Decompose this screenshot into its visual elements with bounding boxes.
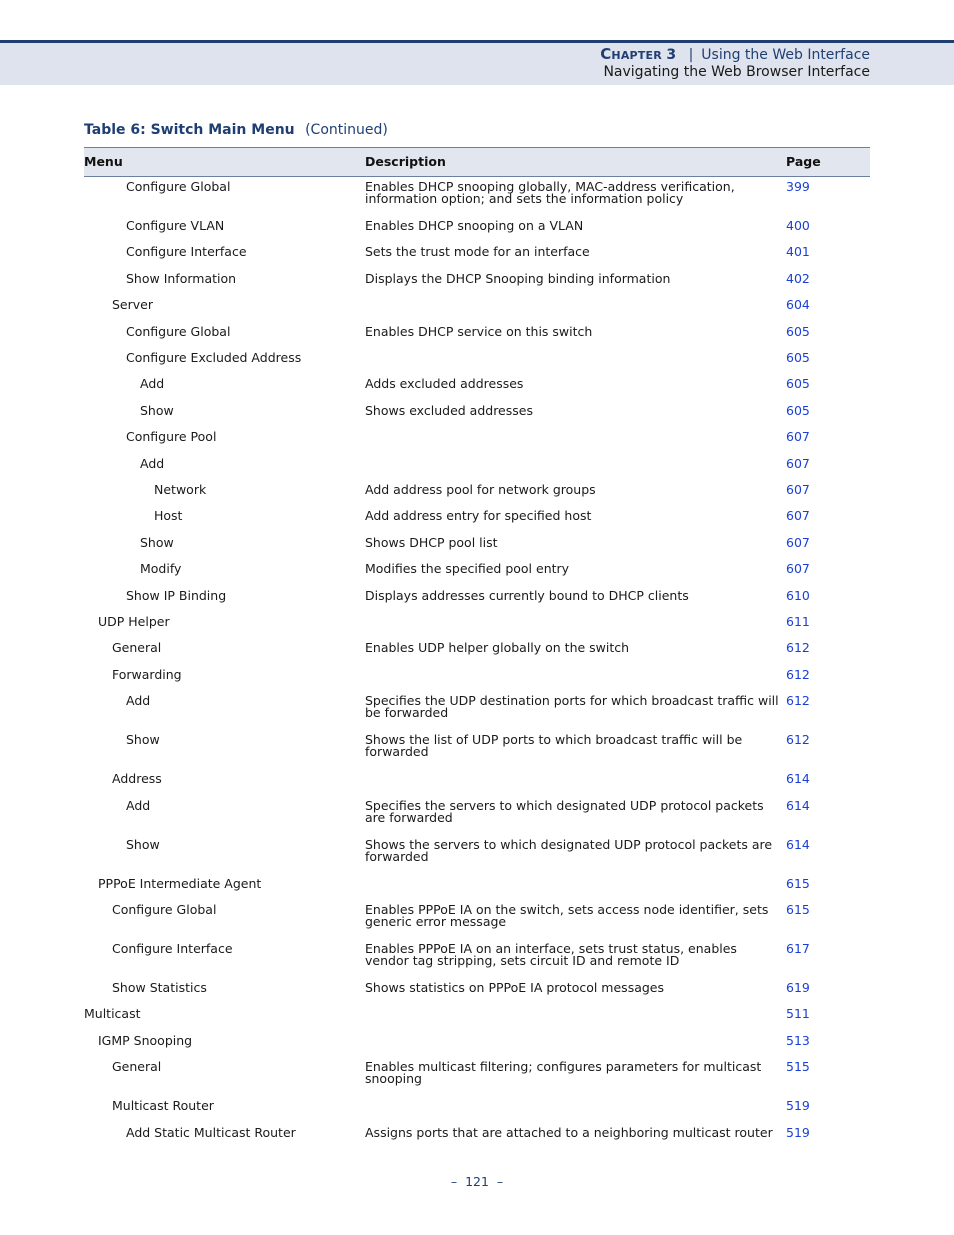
page-reference-link[interactable]: 399 xyxy=(786,179,810,194)
menu-item-description: Shows statistics on PPPoE IA protocol messages xyxy=(365,980,664,995)
menu-item-label: Network xyxy=(154,482,207,497)
menu-item-description: Specifies the UDP destination ports for which broadcast traffic will be forwarded xyxy=(365,693,779,721)
page-reference-link[interactable]: 515 xyxy=(786,1059,810,1075)
menu-item-label: Configure Global xyxy=(112,902,217,917)
table-title: Table 6: Switch Main Menu xyxy=(84,122,295,138)
menu-item-description: Adds excluded addresses xyxy=(365,376,524,392)
menu-item-label: Configure Interface xyxy=(126,244,247,260)
chapter-number: 3 xyxy=(666,47,677,63)
page-reference-link[interactable]: 612 xyxy=(786,732,810,748)
menu-item-description: Enables DHCP snooping globally, MAC-address verification, information option; and sets the information policy xyxy=(365,179,735,206)
column-header-description: Description xyxy=(365,154,446,169)
page-reference-link[interactable]: 604 xyxy=(786,297,810,313)
page-reference-link[interactable]: 612 xyxy=(786,693,810,709)
page-reference-link[interactable]: 605 xyxy=(786,323,810,339)
menu-item-label: Show xyxy=(126,836,160,852)
menu-item-description: Shows excluded addresses xyxy=(365,402,533,418)
page-reference-link[interactable]: 605 xyxy=(786,376,810,392)
menu-item-description: Specifies the servers to which designated UDP protocol packets are forwarded xyxy=(365,797,764,825)
page-reference-link[interactable]: 614 xyxy=(786,797,810,813)
page-reference-link[interactable]: 401 xyxy=(786,244,810,260)
footer-dash-left: – xyxy=(450,1174,458,1189)
menu-item-description: Enables PPPoE IA on an interface, sets trust status, enables vendor tag stripping, sets circuit ID and remote ID xyxy=(365,941,737,968)
menu-item-label: General xyxy=(112,1059,162,1075)
header-separator: | xyxy=(688,47,694,63)
menu-item-description: Enables UDP helper globally on the switch xyxy=(365,640,630,656)
page-reference-link[interactable]: 610 xyxy=(786,587,810,603)
page-reference-link[interactable]: 612 xyxy=(786,666,810,682)
page-reference-link[interactable]: 612 xyxy=(786,640,810,656)
menu-item-label: PPPoE Intermediate Agent xyxy=(98,875,262,891)
page-reference-link[interactable]: 614 xyxy=(786,836,810,852)
menu-item-label: Configure Global xyxy=(126,323,231,339)
menu-item-label: Add Static Multicast Router xyxy=(126,1124,296,1140)
chapter-title: Using the Web Interface xyxy=(701,47,870,63)
menu-item-label: Configure VLAN xyxy=(126,218,225,233)
menu-item-label: Modify xyxy=(140,561,182,577)
page-reference-link[interactable]: 402 xyxy=(786,270,810,286)
page-reference-link[interactable]: 513 xyxy=(786,1032,810,1048)
menu-item-label: Show IP Binding xyxy=(126,587,227,603)
page-reference-link[interactable]: 605 xyxy=(786,350,810,365)
menu-item-label: Configure Excluded Address xyxy=(126,350,302,365)
menu-item-label: Configure Global xyxy=(126,179,231,194)
footer-dash-right: – xyxy=(496,1174,504,1189)
menu-item-description: Sets the trust mode for an interface xyxy=(365,244,590,260)
page-reference-link[interactable]: 607 xyxy=(786,455,810,471)
menu-item-label: Multicast xyxy=(84,1006,141,1022)
section-title: Navigating the Web Browser Interface xyxy=(603,64,870,80)
menu-item-description: Assigns ports that are attached to a neighboring multicast router xyxy=(365,1124,773,1140)
page-reference-link[interactable]: 607 xyxy=(786,429,810,445)
menu-item-label: IGMP Snooping xyxy=(98,1032,193,1048)
page-number: 121 xyxy=(465,1174,489,1189)
menu-item-description: Displays addresses currently bound to DHCP clients xyxy=(365,587,689,603)
table-caption xyxy=(84,122,388,139)
page-reference-link[interactable]: 617 xyxy=(786,941,810,956)
page-reference-link[interactable]: 615 xyxy=(786,902,810,917)
page-reference-link[interactable]: 614 xyxy=(786,771,810,787)
menu-item-description: Add address pool for network groups xyxy=(365,482,596,497)
page-reference-link[interactable]: 400 xyxy=(786,218,810,233)
page-reference-link[interactable]: 607 xyxy=(786,534,810,550)
menu-item-description: Modifies the specified pool entry xyxy=(365,561,570,577)
menu-item-label: Host xyxy=(154,508,183,524)
table-continued: (Continued) xyxy=(305,122,388,138)
menu-item-label: Show xyxy=(126,732,160,748)
menu-item-label: Show xyxy=(140,534,174,550)
menu-item-label: Add xyxy=(126,797,151,813)
menu-item-description: Shows DHCP pool list xyxy=(365,534,498,550)
menu-item-label: Configure Pool xyxy=(126,429,217,445)
running-header-chapter xyxy=(600,46,870,64)
page-footer xyxy=(0,1175,954,1189)
page-reference-link[interactable]: 511 xyxy=(786,1006,810,1022)
menu-item-label: Multicast Router xyxy=(112,1098,214,1114)
menu-item-label: Add xyxy=(126,693,151,709)
page-reference-link[interactable]: 619 xyxy=(786,980,810,995)
column-header-page: Page xyxy=(786,154,821,169)
menu-item-description: Enables multicast filtering; configures parameters for multicast snooping xyxy=(365,1059,762,1087)
menu-item-description: Displays the DHCP Snooping binding information xyxy=(365,270,671,286)
menu-item-label: UDP Helper xyxy=(98,614,170,629)
page-reference-link[interactable]: 519 xyxy=(786,1124,810,1140)
page-reference-link[interactable]: 607 xyxy=(786,482,810,497)
page-reference-link[interactable]: 611 xyxy=(786,614,810,629)
menu-item-label: Add xyxy=(140,455,165,471)
menu-item-label: Show Information xyxy=(126,270,237,286)
page-reference-link[interactable]: 519 xyxy=(786,1098,810,1114)
menu-item-label: Address xyxy=(112,771,162,787)
menu-item-label: Configure Interface xyxy=(112,941,233,956)
menu-item-description: Shows the list of UDP ports to which broadcast traffic will be forwarded xyxy=(365,732,743,760)
menu-item-description: Add address entry for specified host xyxy=(365,508,592,524)
page-reference-link[interactable]: 607 xyxy=(786,508,810,524)
menu-item-description: Enables DHCP service on this switch xyxy=(365,323,593,339)
table-header xyxy=(84,147,870,177)
menu-item-description: Shows the servers to which designated UDP protocol packets are forwarded xyxy=(365,836,773,864)
menu-item-label: General xyxy=(112,640,162,656)
menu-item-label: Show xyxy=(140,402,174,418)
page-reference-link[interactable]: 615 xyxy=(786,875,810,891)
menu-item-label: Server xyxy=(112,297,153,313)
menu-item-label: Forwarding xyxy=(112,666,182,682)
menu-item-label: Show Statistics xyxy=(112,980,207,995)
page-reference-link[interactable]: 605 xyxy=(786,402,810,418)
page-reference-link[interactable]: 607 xyxy=(786,561,810,577)
chapter-label: Chapter xyxy=(600,45,662,63)
menu-item-label: Add xyxy=(140,376,165,392)
column-header-menu: Menu xyxy=(84,154,123,169)
menu-item-description: Enables DHCP snooping on a VLAN xyxy=(365,218,584,233)
menu-item-description: Enables PPPoE IA on the switch, sets access node identifier, sets generic error message xyxy=(365,902,769,929)
